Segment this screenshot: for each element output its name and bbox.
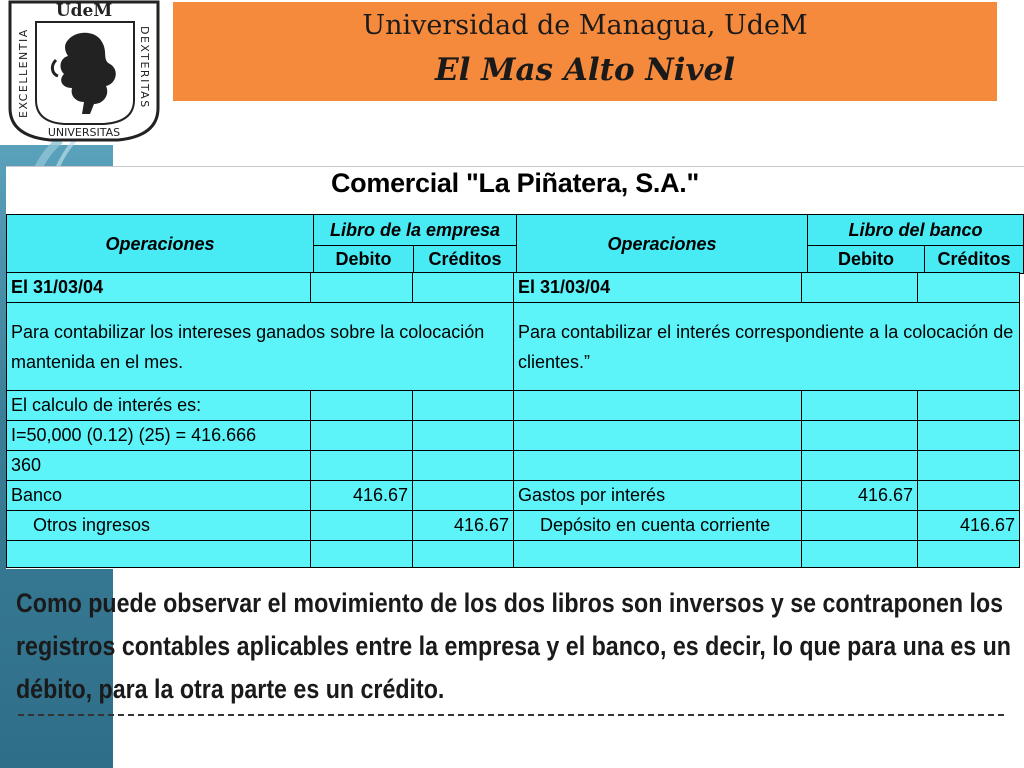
dashed-divider (18, 714, 1004, 716)
table-cell (412, 420, 514, 451)
logo-left-text: EXCELLENTIA (17, 28, 30, 118)
table-cell (801, 450, 918, 481)
table-cell: Para contabilizar el interés correspondiente a la colocación de clientes.” (513, 302, 1020, 391)
table-cell (917, 450, 1020, 481)
table-cell (412, 272, 514, 303)
table-cell (917, 480, 1020, 511)
table-cell: 416.67 (917, 510, 1020, 541)
table-cell (310, 390, 413, 421)
table-cell: I=50,000 (0.12) (25) = 416.666 (6, 420, 311, 451)
header-subtitle: El Mas Alto Nivel (434, 52, 736, 88)
table-cell (801, 390, 918, 421)
table-cell (310, 510, 413, 541)
right-debit-header: Debito (807, 245, 925, 274)
table-cell: El 31/03/04 (6, 272, 311, 303)
left-book-header: Libro de la empresa (313, 214, 517, 246)
table-cell: 360 (6, 450, 311, 481)
table-cell (513, 540, 802, 568)
table-cell (412, 450, 514, 481)
table-cell: Para contabilizar los intereses ganados sobre la colocación mantenida en el mes. (6, 302, 514, 391)
right-operations-header: Operaciones (516, 214, 808, 274)
table-cell: El 31/03/04 (513, 272, 802, 303)
table-cell (801, 540, 918, 568)
table-cell (412, 480, 514, 511)
table-cell (917, 540, 1020, 568)
explanation-paragraph: Como puede observar el movimiento de los dos libros son inversos y se contraponen los registros contables aplicables entre la empresa y el banco, es decir, lo que para una es un débito, para la otra parte es un crédito. (16, 588, 1011, 704)
table-cell (310, 272, 413, 303)
right-book-header: Libro del banco (807, 214, 1024, 246)
table-cell (6, 540, 311, 568)
left-debit-header: Debito (313, 245, 414, 274)
logo-right-text: DEXTERITAS (138, 26, 151, 109)
table-cell (513, 420, 802, 451)
table-cell (801, 510, 918, 541)
header-title: Universidad de Managua, UdeM (362, 10, 808, 41)
table-cell (513, 450, 802, 481)
table-cell: El calculo de interés es: (6, 390, 311, 421)
table-cell (412, 390, 514, 421)
table-cell (917, 272, 1020, 303)
left-operations-header: Operaciones (6, 214, 314, 274)
table-cell (513, 390, 802, 421)
table-cell (917, 390, 1020, 421)
table-cell (917, 420, 1020, 451)
table-cell (801, 272, 918, 303)
table-cell: Banco (6, 480, 311, 511)
table-cell (412, 540, 514, 568)
table-cell (310, 540, 413, 568)
table-cell: Depósito en cuenta corriente (513, 510, 802, 541)
header-banner (173, 2, 997, 101)
left-credit-header: Créditos (413, 245, 517, 274)
company-title: Comercial "La Piñatera, S.A." (330, 168, 700, 198)
table-cell (801, 420, 918, 451)
table-cell: Otros ingresos (6, 510, 311, 541)
udem-logo (6, 0, 162, 142)
table-cell: 416.67 (801, 480, 918, 511)
table-cell (310, 450, 413, 481)
table-cell (310, 420, 413, 451)
table-cell: Gastos por interés (513, 480, 802, 511)
logo-bottom-text: UNIVERSITAS (47, 126, 121, 139)
table-cell: 416.67 (310, 480, 413, 511)
right-credit-header: Créditos (924, 245, 1024, 274)
table-cell: 416.67 (412, 510, 514, 541)
logo-top-text: UdeM (55, 1, 113, 21)
